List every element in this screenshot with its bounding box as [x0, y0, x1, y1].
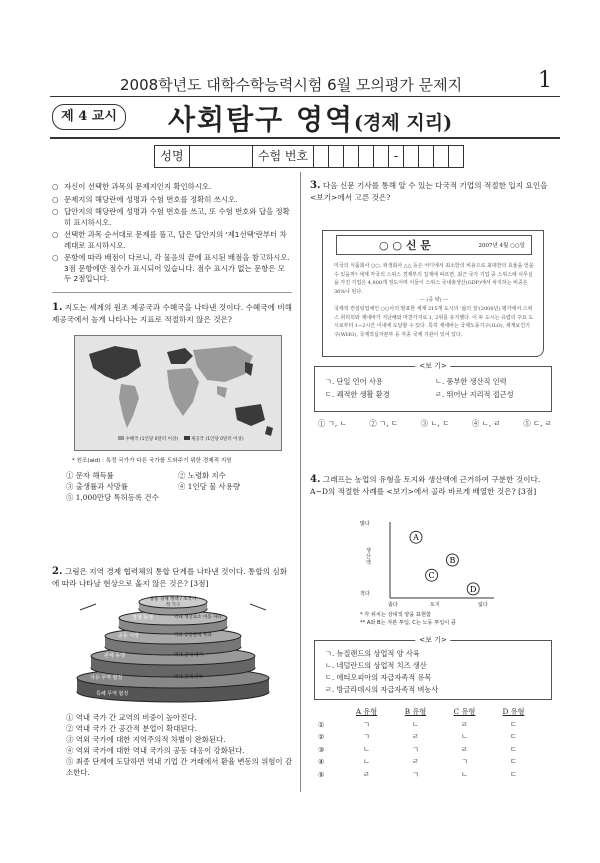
table-cell: ① [318, 719, 325, 729]
legend-swatch [184, 436, 190, 440]
q1-option[interactable]: ⑤ 1,000만당 특허등록 건수 [66, 493, 159, 502]
table-header-cell: B 유형 [404, 707, 427, 716]
q3-bogi-box [314, 362, 552, 412]
y-top-label: 많다 [360, 521, 370, 527]
table-row[interactable] [318, 744, 538, 757]
id-digit[interactable] [374, 146, 389, 167]
page-number: 1 [538, 68, 552, 93]
y-axis-label: 생산액 [366, 548, 371, 566]
q2-number: 2. [52, 566, 63, 577]
q4-bogi-item: ㄹ. 방글라데시의 자급자족적 벼농사 [325, 685, 439, 694]
header-rule-2 [50, 137, 560, 139]
instruction-item: ○ 문항에 따라 배점이 다르니, 각 물음의 끝에 표시된 배점을 참고하시오. 3점 문항에만 점수가 표시되어 있습니다. 점수 표시가 없는 문항은 모두 2점입니다. [52, 253, 292, 285]
layer-label: 자유 무역 협정 [90, 675, 123, 681]
question-3 [310, 180, 552, 203]
q3-bogi-item: ㄹ. 뛰어난 지리적 접근성 [435, 390, 514, 399]
q1-option[interactable]: ④ 1인당 물 사용량 [178, 482, 240, 491]
layer-label: 역내 관세 폐지 [174, 653, 203, 658]
q3-option[interactable]: ③ ㄴ, ㄷ [420, 419, 450, 428]
table-cell: ㄴ [461, 769, 468, 779]
news-date: 2007년 4월 ○○일 [478, 243, 525, 249]
q4-note: * 각 위치는 상대적 양을 표현함 [360, 612, 431, 618]
news-title: ○ ○ 신 문 [379, 239, 431, 252]
question-2 [52, 566, 292, 589]
name-field[interactable] [190, 146, 253, 167]
world-aid-map [74, 335, 282, 451]
x-axis-label: 토지 [430, 602, 440, 608]
q4-answer-table [318, 706, 538, 782]
table-cell: ② [318, 732, 325, 742]
q2-option[interactable]: ④ 역외 국가에 대한 역내 국가의 공동 대응이 강화된다. [66, 746, 245, 755]
q4-number: 4. [310, 474, 321, 485]
table-cell: ㄱ [412, 769, 419, 779]
layer-label: 역내 관세 인하 [174, 675, 203, 680]
column-divider [300, 172, 301, 792]
x-left-label: 좁다 [388, 602, 398, 608]
world-map-svg [75, 336, 281, 450]
farming-chart-svg [360, 518, 500, 608]
q3-option[interactable]: ① ㄱ, ㄴ [318, 419, 347, 428]
id-dash: - [389, 146, 404, 167]
q1-option[interactable]: ③ 출생률과 사망률 [66, 482, 129, 491]
q1-option[interactable]: ① 문자 해득률 [66, 471, 114, 480]
map-legend [118, 436, 244, 442]
table-row[interactable] [318, 731, 538, 744]
table-cell: ㄱ [461, 757, 468, 767]
q3-bogi-item: ㄴ. 풍부한 생산직 인력 [435, 377, 507, 386]
q3-option[interactable]: ② ㄱ, ㄷ [369, 419, 399, 428]
q4-bogi-title: <보 기> [415, 635, 450, 645]
id-digit[interactable] [434, 146, 449, 167]
layer-label: 특혜 무역 협정 [96, 691, 129, 697]
table-cell: ㄷ [510, 757, 517, 767]
period-badge: 제 4 교시 [52, 104, 126, 130]
q2-option[interactable]: ② 역내 국가 간 공간적 분업이 확대된다. [66, 724, 197, 733]
q1-option[interactable]: ② 노령화 지수 [178, 471, 226, 480]
x-right-label: 넓다 [478, 602, 488, 608]
id-digit[interactable] [359, 146, 374, 167]
q4-notes [360, 611, 456, 627]
q1-number: 1. [52, 302, 63, 313]
y-bottom-label: 적다 [360, 591, 370, 597]
table-cell: ㄹ [461, 719, 468, 729]
name-id-box [154, 145, 464, 168]
instr-rule [52, 292, 292, 293]
id-digit[interactable] [404, 146, 419, 167]
question-4 [310, 474, 552, 497]
news-ellipsis: — (중 략) — [419, 297, 449, 304]
table-cell: ③ [318, 744, 325, 754]
table-header [318, 706, 538, 719]
q3-text: 다음 신문 기사를 통해 알 수 있는 다국적 기업의 적절한 입지 요인을 <보기>에서 고른 것은? [310, 181, 548, 202]
table-cell: ㄹ [363, 769, 370, 779]
table-cell: ㄱ [363, 732, 370, 742]
table-cell: ㄹ [461, 744, 468, 754]
table-cell: ㄷ [510, 719, 517, 729]
layer-label: 공동 시장 [118, 633, 139, 639]
news-paragraph: 국제적 컨설팅업체인 ○○사의 발표한 세계 215개 도시의 '삶의 질'(2006년) 평가에서 스위스 취리히와 제네바가 지난해와 마찬가지로 1, 2위를 유지했다. 이 두 도시는 유럽의 주요 도시로부터 1∼2시간 이내에 도달할 수 있다. 특히 제네바는 국제노동기구(ILO), 세계보건기구(WHO), 국제적십자본부 등 각종 국제 기관이 있어 있다. [334, 305, 534, 338]
chart-point-label: B [449, 556, 456, 565]
id-digit[interactable] [314, 146, 329, 167]
table-cell: ⑤ [318, 769, 325, 779]
table-cell: ④ [318, 757, 325, 767]
q4-bogi-item: ㄱ. 뉴질랜드의 상업적 양 사육 [325, 649, 420, 658]
q1-note: * 원조(aid) : 특정 국가가 다른 국가를 도와주기 위한 경제적 지원 [72, 458, 232, 464]
q3-option[interactable]: ⑤ ㄷ, ㄹ [523, 419, 552, 428]
id-digit[interactable] [329, 146, 344, 167]
news-body [334, 262, 534, 339]
q4-text: 그래프는 농업의 유형을 토지와 생산액에 근거하여 구분한 것이다. A∼D의 적절한 사례를 <보기>에서 골라 바르게 배열한 것은? [3점] [310, 475, 541, 496]
layer-top: 공동 경제 정책 / 초국가적 기구 [149, 597, 197, 608]
q2-options [66, 712, 292, 778]
table-cell: ㄴ [461, 732, 468, 742]
chart-point-label: D [469, 584, 477, 594]
q3-bogi-title: <보 기> [415, 361, 450, 371]
q4-bogi-box [314, 636, 552, 700]
instruction-item: ○ 선택한 과목 순서대로 문제를 풀고, 답은 답안지의 '제1선택'란부터 차례대로 표시하시오. [52, 230, 292, 251]
header-rule [50, 96, 560, 97]
q2-option[interactable]: ⑤ 최종 단계에 도달하면 역내 기업 간 거래에서 환율 변동의 위험이 감소한다. [66, 757, 292, 777]
table-cell: ㄴ [363, 757, 370, 767]
instruction-item: ○ 답안지의 해당란에 성명과 수험 번호를 쓰고, 또 수험 번호와 답을 정확히 표시하시오. [52, 207, 292, 228]
table-cell: ㄴ [363, 744, 370, 754]
exam-title: 2008학년도 대학수학능력시험 6월 모의평가 문제지 [120, 76, 463, 94]
legend-swatch [118, 436, 124, 440]
table-row[interactable] [318, 769, 538, 782]
question-1 [52, 302, 292, 325]
table-header-cell: D 유형 [502, 707, 525, 716]
q1-text: 지도는 세계의 원조 제공국과 수혜국을 나타낸 것이다. 수혜국에 비해 제공국에서 높게 나타나는 지표로 적절하지 않은 것은? [52, 303, 292, 324]
q3-bogi-item: ㄱ. 단일 언어 사용 [325, 377, 383, 386]
q4-note: ** A와 B는 자본 투입, C는 노동 투입이 큼 [360, 620, 456, 626]
id-digit[interactable] [449, 146, 463, 167]
instructions [52, 182, 292, 287]
legend-recipient: 수혜국 (1인당 0달러 이상) [125, 437, 179, 442]
legend-donor: 제공국 (1인당 0달러 이상) [190, 437, 244, 442]
q1-options [66, 470, 292, 503]
table-cell: ㄷ [510, 769, 517, 779]
layer-label: 역내 생산요소 이동 자유 [174, 615, 222, 620]
news-paragraph: 미국의 식품회사 ○○, 위생회사 △△ 등은 어디에서 최소한의 비용으로 최대한의 효율을 얻을 수 있을까? 세계 각국의 스위스 경제부의 집계에 따르면, 최근 국가 기업 중 스위스에 사무실을 가진 기업은 4,800개 정도이며 이들이 스위스 국내총생산(GDP)에서 차지하는 비중은 36%나 된다. [334, 263, 534, 295]
name-label: 성명 [155, 146, 190, 167]
q3-option[interactable]: ④ ㄴ, ㄹ [471, 419, 501, 428]
table-header-cell: C 유형 [453, 707, 476, 716]
table-cell: ㄹ [412, 757, 419, 767]
id-digit[interactable] [344, 146, 359, 167]
layer-label: 경제 동맹 [132, 615, 153, 621]
q4-bogi-item: ㄴ. 네덜란드의 상업적 치즈 생산 [325, 661, 427, 670]
instruction-item: ○ 자신이 선택한 과목의 문제지인지 확인하시오. [52, 182, 292, 193]
table-cell: ㄷ [510, 732, 517, 742]
q2-text: 그림은 지역 경제 협력체의 통합 단계를 나타낸 것이다. 통합의 심화에 따라 나타날 현상으로 옳지 않은 것은? [3점] [52, 567, 288, 588]
table-header-cell: A 유형 [355, 707, 378, 716]
q4-bogi-item: ㄷ. 에티오피아의 자급자족적 유목 [325, 673, 432, 682]
news-header [336, 235, 532, 255]
pyramid-svg [62, 594, 284, 704]
chart-point-label: A [413, 533, 419, 543]
integration-pyramid [62, 594, 284, 704]
table-cell: ㄴ [412, 719, 419, 729]
subject-title [168, 98, 452, 138]
instruction-item: ○ 문제지의 해당란에 성명과 수험 번호를 정확히 쓰시오. [52, 195, 292, 206]
id-label: 수험 번호 [253, 146, 314, 167]
table-row[interactable] [318, 719, 538, 732]
q2-option[interactable]: ③ 역외 국가에 대한 지역주의적 차별이 완화된다. [66, 735, 226, 744]
table-row[interactable] [318, 756, 538, 769]
table-cell: ㄱ [412, 744, 419, 754]
farming-chart [360, 518, 500, 608]
subject-main: 사회탐구 영역 [168, 103, 355, 136]
layer-label: 역외 공동관세 부과 [174, 633, 212, 638]
q3-number: 3. [310, 180, 321, 191]
q3-options [318, 418, 552, 429]
q3-bogi-item: ㄷ. 쾌적한 생활 환경 [325, 390, 390, 399]
layer-label: 관세 동맹 [104, 653, 125, 659]
q2-option[interactable]: ① 역내 국가 간 교역의 비중이 높아진다. [66, 713, 197, 722]
chart-point-label: C [428, 571, 435, 581]
subject-sub: (경제 지리) [354, 112, 453, 134]
id-digit[interactable] [419, 146, 434, 167]
table-cell: ㄹ [412, 732, 419, 742]
table-cell: ㄷ [510, 744, 517, 754]
table-cell: ㄱ [363, 719, 370, 729]
